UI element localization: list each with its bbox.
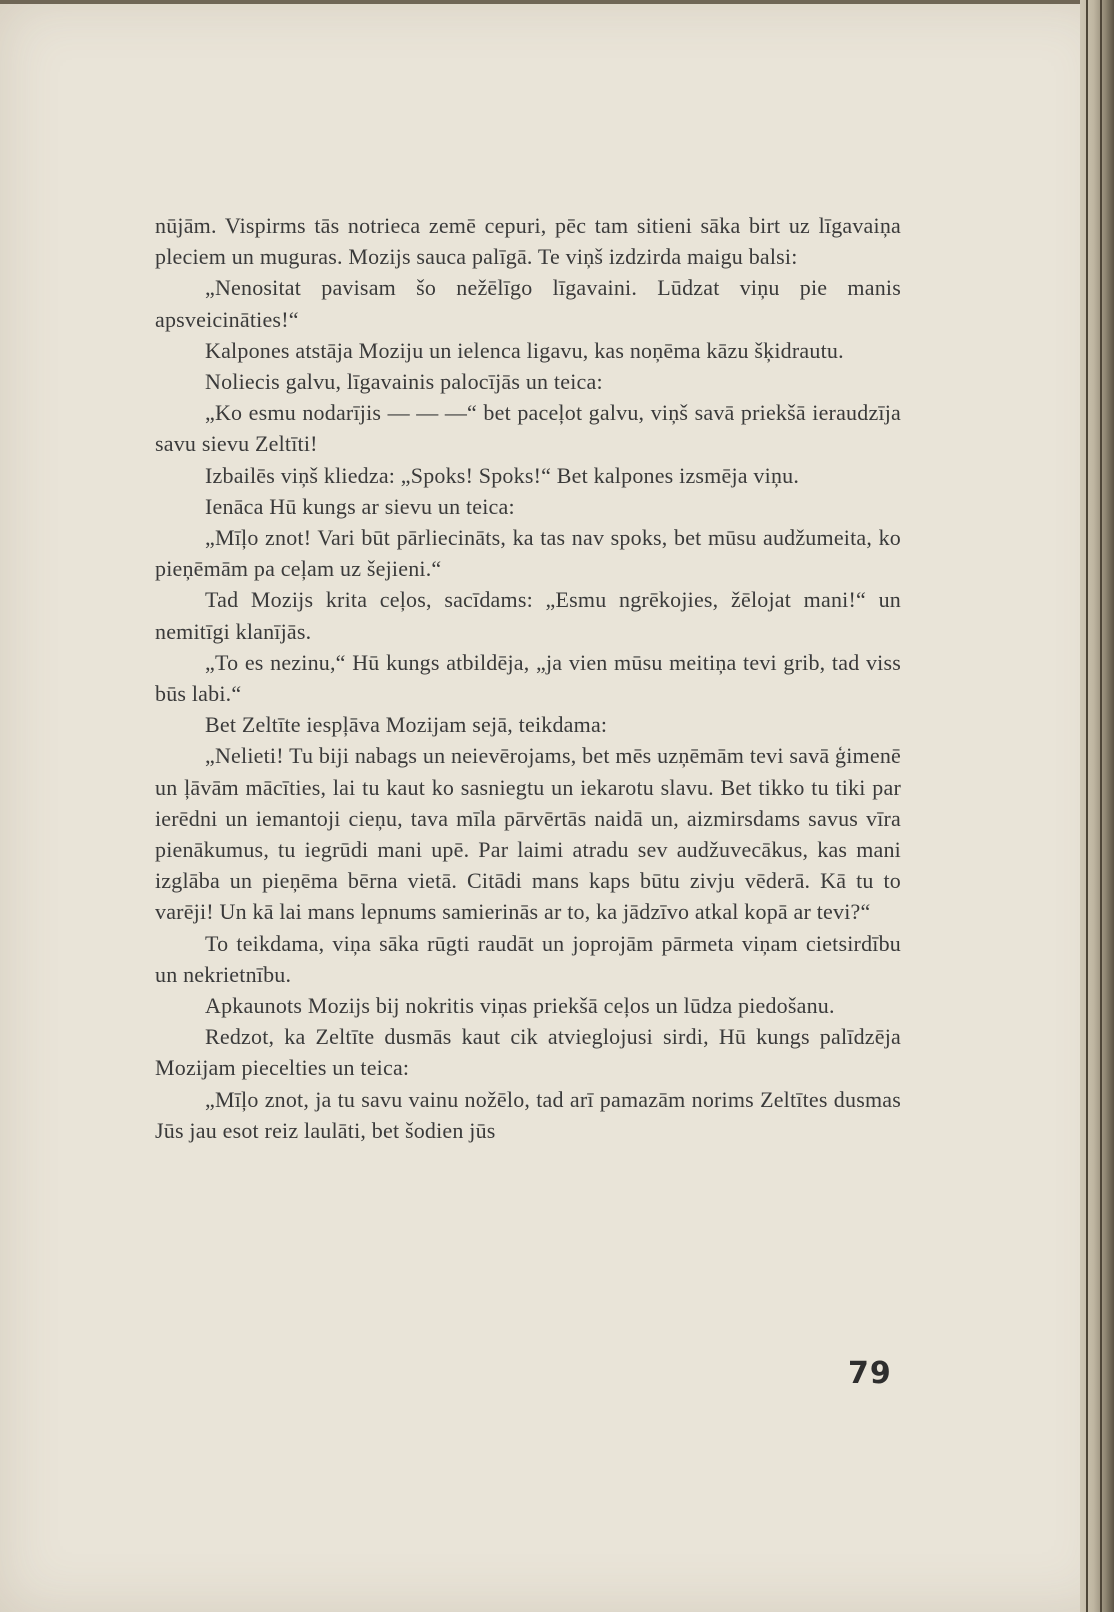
paragraph-16: „Mīļo znot, ja tu savu vainu nožēlo, tad arī pamazām norims Zeltītes dusmas Jūs jau esot reiz laulāti, bet šodien jūs (155, 1086, 901, 1143)
body-text (155, 210, 901, 1146)
paragraph-8: „Mīļo znot! Vari būt pārliecināts, ka tas nav spoks, bet mūsu audžumeita, ko pieņēmām pa ceļam uz šejieni.“ (155, 525, 901, 582)
paragraph-15: Redzot, ka Zeltīte dusmās kaut cik atvieglojusi sirdi, Hū kungs palīdzēja Mozijam piecelties un teica: (155, 1024, 901, 1081)
paragraph-12: „Nelieti! Tu biji nabags un neievērojams, bet mēs uzņēmām tevi savā ģimenē un ļāvām mācīties, lai tu kaut ko sasniegtu un iekarotu slavu. Bet tikko tu tiki par ierēdni un iemantoji cieņu, tava mīla pārvērtās naidā un, aizmirsdams savus vīra pienākumus, tu iegrūdi mani upē. Par laimi atradu sev audžuvecākus, kas mani izglāba un pieņēma bērna vietā. Citādi mans kaps būtu zivju vēderā. Kā tu to varēji! Un kā lai mans lepnums samierinās ar to, ka jādzīvo atkal kopā ar tevi?“ (155, 743, 901, 925)
page-number: 79 (848, 1356, 892, 1391)
paragraph-7: Ienāca Hū kungs ar sievu un teica: (205, 493, 515, 519)
paragraph-1: nūjām. Vispirms tās notrieca zemē cepuri, pēc tam sitieni sāka birt uz līgavaiņa pleciem un muguras. Mozijs sauca palīgā. Te viņš izdzirda maigu balsi: (155, 213, 901, 270)
paragraph-9: Tad Mozijs krita ceļos, sacīdams: „Esmu ngrēkojies, žēlojat mani!“ un nemitīgi klanījās. (155, 587, 901, 644)
paragraph-10: „To es nezinu,“ Hū kungs atbildēja, „ja vien mūsu meitiņa tevi grib, tad viss būs labi.“ (155, 649, 901, 707)
paragraph-13: To teikdama, viņa sāka rūgti raudāt un joprojām pārmeta viņam cietsirdību un nekrietnību. (155, 930, 901, 987)
paragraph-11: Bet Zeltīte iespļāva Mozijam sejā, teikdama: (205, 712, 608, 738)
spine-line (1100, 0, 1102, 1612)
page-top-edge (0, 0, 1114, 4)
paragraph-5: „Ko esmu nodarījis — — —“ bet paceļot galvu, viņš savā priekšā ieraudzīja savu sievu Zeltīti! (155, 400, 901, 457)
paragraph-14: Apkaunots Mozijs bij nokritis viņas priekšā ceļos un lūdza piedošanu. (205, 993, 835, 1019)
paragraph-4: Noliecis galvu, līgavainis palocījās un teica: (205, 369, 603, 395)
paragraph-3: Kalpones atstāja Moziju un ielenca ligavu, kas noņēma kāzu šķidrautu. (205, 337, 844, 363)
paragraph-2: „Nenositat pavisam šo nežēlīgo līgavaini. Lūdzat viņu pie manis apsveicināties!“ (155, 275, 901, 332)
book-spine (1080, 0, 1114, 1612)
spine-line (1086, 0, 1088, 1612)
paragraph-6: Izbailēs viņš kliedza: „Spoks! Spoks!“ Bet kalpones izsmēja viņu. (205, 462, 800, 488)
